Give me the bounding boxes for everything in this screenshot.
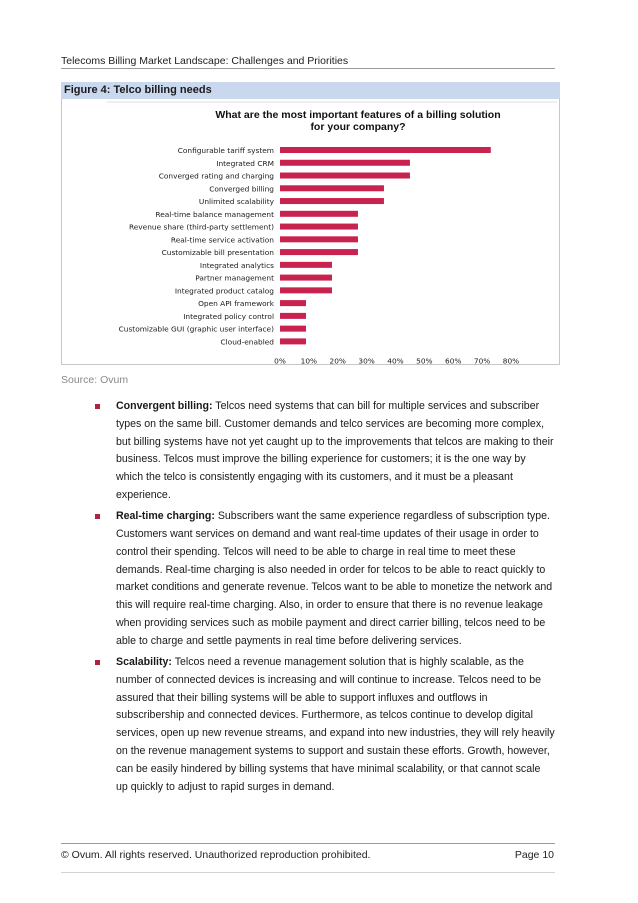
x-tick-label: 10% [300, 356, 318, 364]
category-label: Converged billing [209, 184, 274, 194]
x-tick-label: 0% [274, 356, 286, 364]
category-label: Real-time balance management [155, 209, 274, 219]
category-label: Integrated policy control [183, 311, 274, 321]
footer-divider [61, 843, 555, 844]
x-tick-label: 30% [358, 356, 375, 364]
bar [280, 236, 358, 242]
bullet-text: Telcos need a revenue management solution that is highly scalable, as the number of connected devices is increasing and will continue to increase. Telcos need to be assured that their billing systems will be able to support influxes and outflows in subscribership and connected devices. Furthermore, as telcos continue to develop digital services, open up new revenue streams, and expand into new industries, they will rely heavily on the revenue management systems to support and sustain these efforts. Growth, however, can be easily hindered by billing systems that have minimal scalability, or that cannot scale up quickly to adjust to rapid surges in demand. [116, 655, 555, 793]
category-label: Real-time service activation [170, 235, 274, 245]
bullet-square-icon [95, 404, 100, 409]
category-label: Integrated product catalog [174, 286, 274, 296]
x-tick-label: 50% [416, 356, 433, 364]
header-divider [61, 68, 555, 69]
category-label: Converged rating and charging [158, 171, 274, 181]
category-label: Partner management [195, 273, 274, 283]
category-label: Integrated analytics [199, 260, 274, 270]
footer-page-number: Page 10 [514, 849, 554, 861]
category-label: Open API framework [198, 299, 274, 309]
x-tick-label: 40% [387, 356, 404, 364]
bullet-square-icon [95, 660, 100, 665]
x-tick-label: 70% [473, 356, 491, 364]
bar [280, 262, 332, 268]
category-label: Integrated CRM [216, 158, 274, 168]
bar [280, 287, 332, 293]
bar [280, 275, 332, 281]
bullet-convergent-billing [95, 398, 555, 505]
footer-bottom-divider [61, 872, 555, 873]
bar [280, 173, 410, 179]
bar [280, 300, 306, 306]
figure-box [61, 99, 560, 365]
bar [280, 160, 410, 166]
bar [280, 313, 306, 319]
bullet-real-time-charging [95, 508, 555, 650]
category-label: Unlimited scalability [198, 197, 274, 207]
category-label: Cloud-enabled [220, 337, 274, 347]
bullet-term: Scalability: [116, 655, 172, 668]
bar [280, 326, 306, 332]
chart-title-line: What are the most important features of a billing solution [215, 109, 501, 121]
bar [280, 224, 358, 230]
footer-copyright: © Ovum. All rights reserved. Unauthorized reproduction prohibited. [61, 849, 371, 861]
running-header: Telecoms Billing Market Landscape: Challenges and Priorities [61, 55, 349, 67]
x-tick-label: 80% [502, 356, 520, 364]
bullet-text: Subscribers want the same experience regardless of subscription type. Customers want services on demand and want real-time updates of their usage in order to control their spending. Telcos will need to be able to charge in real time to meet these demands. Real-time charging is also needed in order for telcos to be able to react quickly to market conditions and generate revenue. Telcos want to be able to monetize the network and this will require real-time charging. Also, in order to ensure that there is no revenue leakage when providing services such as mobile payment and direct carrier billing, telcos need to be able to charge and settle payments in real time before delivering services. [116, 510, 553, 647]
bar [280, 198, 384, 204]
bar [280, 338, 306, 344]
body-text [95, 398, 555, 800]
bullet-scalability [95, 654, 555, 796]
chart-title-line: for your company? [310, 121, 406, 133]
bullet-square-icon [95, 514, 100, 519]
bar [280, 249, 358, 255]
figure-title: Figure 4: Telco billing needs [61, 82, 560, 99]
bullet-text: Telcos need systems that can bill for multiple services and subscriber types on the same bill. Customer demands and telco services are becoming more complex, but billing systems have not yet caught up to the improvements that telcos are making to their business. Telcos must improve the billing experience for customers; it is the one way by which the telco is consistently engaging with its customers, and it must be a pleasant experience. [116, 400, 554, 501]
category-label: Customizable bill presentation [161, 248, 274, 258]
category-label: Revenue share (third-party settlement) [128, 222, 274, 232]
bar [280, 211, 358, 217]
bar-chart [62, 99, 559, 364]
category-label: Configurable tariff system [177, 146, 274, 155]
figure-source: Source: Ovum [61, 374, 129, 386]
category-label: Customizable GUI (graphic user interface) [118, 324, 274, 334]
bar [280, 147, 491, 153]
bullet-term: Real-time charging: [116, 510, 215, 523]
x-tick-label: 60% [445, 356, 462, 364]
bar [280, 185, 384, 191]
x-tick-label: 20% [329, 356, 346, 364]
bullet-term: Convergent billing: [116, 400, 213, 412]
